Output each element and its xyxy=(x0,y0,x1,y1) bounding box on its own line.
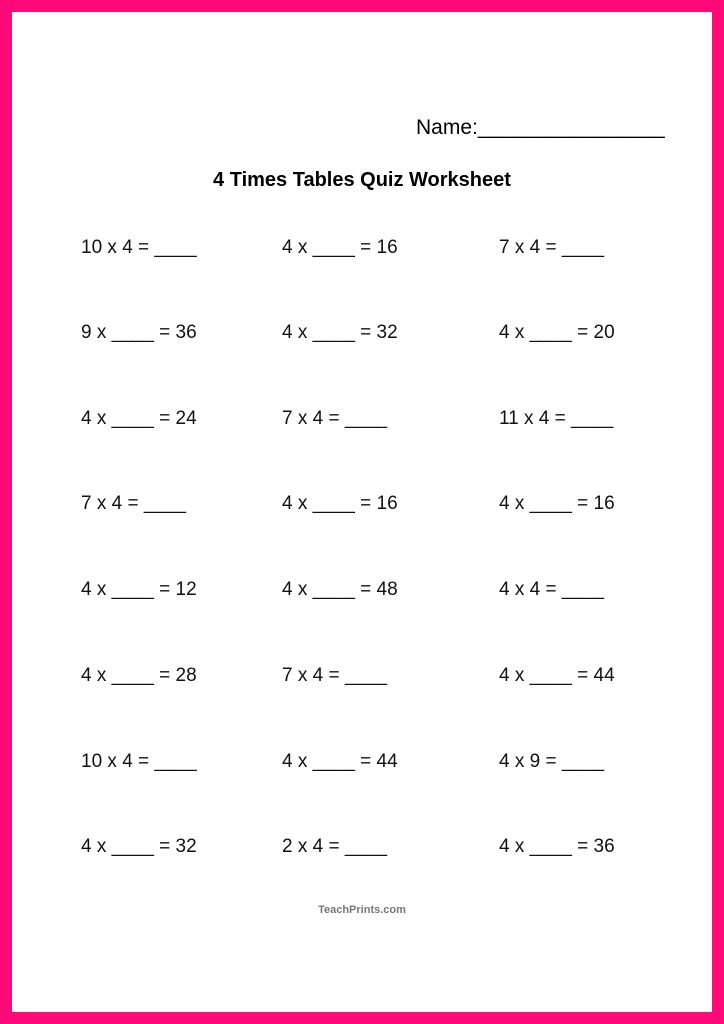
problem-r5-c2: 4 x ____ = 48 xyxy=(282,579,398,600)
problem-r8-c1: 4 x ____ = 32 xyxy=(81,836,197,857)
problem-r3-c1: 4 x ____ = 24 xyxy=(81,408,197,429)
problem-r8-c3: 4 x ____ = 36 xyxy=(499,836,615,857)
footer-brand: TeachPrints.com xyxy=(318,904,406,916)
problem-r4-c1: 7 x 4 = ____ xyxy=(81,493,187,514)
problem-r4-c2: 4 x ____ = 16 xyxy=(282,493,398,514)
problem-r6-c1: 4 x ____ = 28 xyxy=(81,665,197,686)
problem-r8-c2: 2 x 4 = ____ xyxy=(282,836,388,857)
worksheet-page xyxy=(12,12,712,1012)
problem-r1-c2: 4 x ____ = 16 xyxy=(282,237,398,258)
problem-r7-c2: 4 x ____ = 44 xyxy=(282,751,398,772)
name-field-label: Name:________________ xyxy=(416,116,665,139)
worksheet-title: 4 Times Tables Quiz Worksheet xyxy=(213,169,511,191)
problem-r4-c3: 4 x ____ = 16 xyxy=(499,493,615,514)
problem-r2-c1: 9 x ____ = 36 xyxy=(81,322,197,343)
problem-r7-c1: 10 x 4 = ____ xyxy=(81,751,197,772)
problem-r6-c3: 4 x ____ = 44 xyxy=(499,665,615,686)
problem-r7-c3: 4 x 9 = ____ xyxy=(499,751,605,772)
problem-r6-c2: 7 x 4 = ____ xyxy=(282,665,388,686)
problem-r2-c3: 4 x ____ = 20 xyxy=(499,322,615,343)
problem-r1-c1: 10 x 4 = ____ xyxy=(81,237,197,258)
problem-r2-c2: 4 x ____ = 32 xyxy=(282,322,398,343)
problem-r1-c3: 7 x 4 = ____ xyxy=(499,237,605,258)
problem-r5-c1: 4 x ____ = 12 xyxy=(81,579,197,600)
problem-r5-c3: 4 x 4 = ____ xyxy=(499,579,605,600)
problem-r3-c2: 7 x 4 = ____ xyxy=(282,408,388,429)
problem-r3-c3: 11 x 4 = ____ xyxy=(499,408,614,429)
